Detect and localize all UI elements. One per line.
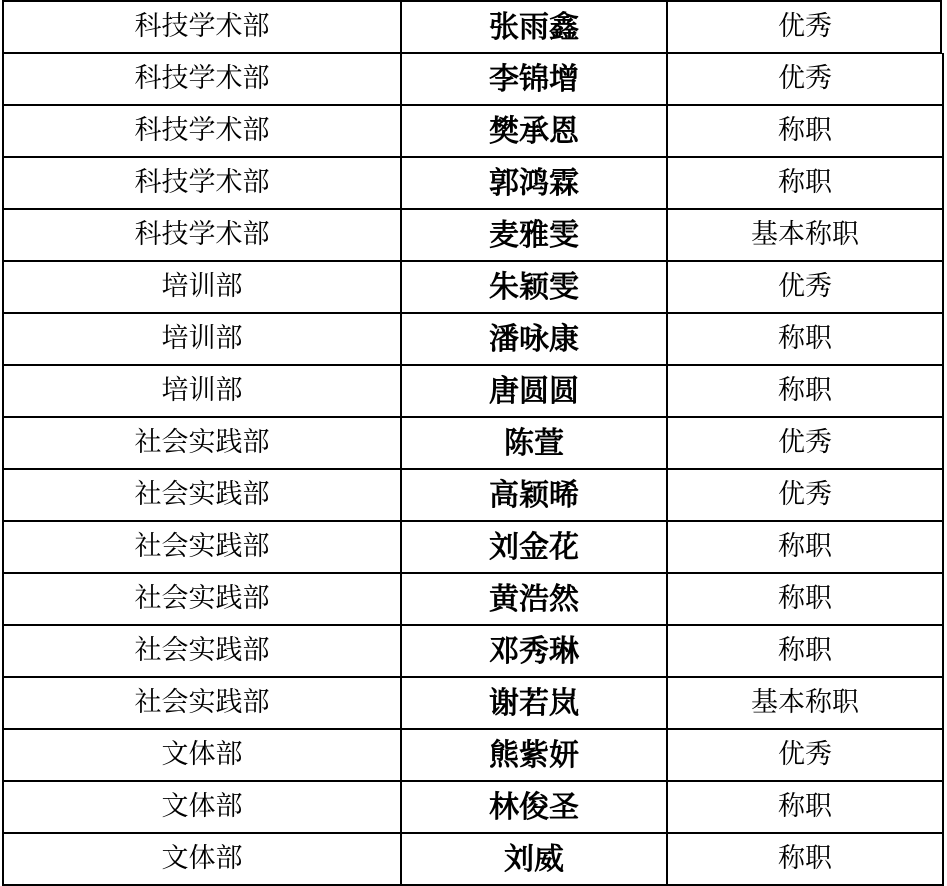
cell-name: 熊紫妍: [401, 729, 667, 781]
cell-name: 谢若岚: [401, 677, 667, 729]
cell-name: 邓秀琳: [401, 625, 667, 677]
table-row: [3, 1, 943, 53]
table-row: [3, 105, 943, 157]
cell-department: 培训部: [3, 365, 401, 417]
cell-result: 称职: [667, 573, 943, 625]
cell-result: 称职: [667, 521, 943, 573]
cell-name: 樊承恩: [401, 105, 667, 157]
cell-name: 朱颖雯: [401, 261, 667, 313]
cell-department: 社会实践部: [3, 573, 401, 625]
cell-name: 刘金花: [401, 521, 667, 573]
cell-result: 优秀: [667, 53, 943, 105]
cell-result: 称职: [667, 313, 943, 365]
cell-result: 基本称职: [667, 677, 943, 729]
cell-name: 郭鸿霖: [401, 157, 667, 209]
cell-department: 文体部: [3, 833, 401, 885]
table-edge-sliver: [940, 0, 947, 53]
table-row: [3, 833, 943, 885]
table-row: [3, 781, 943, 833]
cell-result: 称职: [667, 833, 943, 885]
cell-name: 刘威: [401, 833, 667, 885]
cell-department: 科技学术部: [3, 105, 401, 157]
cell-department: 文体部: [3, 781, 401, 833]
cell-department: 社会实践部: [3, 469, 401, 521]
cell-result: 称职: [667, 157, 943, 209]
cell-name: 张雨鑫: [401, 1, 667, 53]
table-row: [3, 313, 943, 365]
cell-result: 优秀: [667, 469, 943, 521]
cell-result: 称职: [667, 781, 943, 833]
table-row: [3, 573, 943, 625]
cell-result: 优秀: [667, 417, 943, 469]
cell-result: 优秀: [667, 729, 943, 781]
cell-name: 唐圆圆: [401, 365, 667, 417]
cell-name: 李锦增: [401, 53, 667, 105]
cell-department: 培训部: [3, 261, 401, 313]
cell-name: 麦雅雯: [401, 209, 667, 261]
table-row: [3, 677, 943, 729]
cell-department: 社会实践部: [3, 521, 401, 573]
table-row: [3, 729, 943, 781]
table-row: [3, 469, 943, 521]
cell-department: 科技学术部: [3, 53, 401, 105]
table-row: [3, 209, 943, 261]
cell-department: 科技学术部: [3, 157, 401, 209]
cell-result: 称职: [667, 105, 943, 157]
cell-result: 优秀: [667, 261, 943, 313]
cell-result: 优秀: [667, 1, 943, 53]
evaluation-table: [2, 0, 944, 886]
table-row: [3, 417, 943, 469]
cell-result: 称职: [667, 625, 943, 677]
cell-department: 培训部: [3, 313, 401, 365]
table-body: [3, 1, 943, 885]
table-row: [3, 625, 943, 677]
cell-result: 基本称职: [667, 209, 943, 261]
cell-department: 社会实践部: [3, 417, 401, 469]
cell-name: 陈萱: [401, 417, 667, 469]
cell-name: 林俊圣: [401, 781, 667, 833]
cell-department: 社会实践部: [3, 677, 401, 729]
table-row: [3, 521, 943, 573]
cell-department: 文体部: [3, 729, 401, 781]
cell-result: 称职: [667, 365, 943, 417]
cell-department: 科技学术部: [3, 1, 401, 53]
cell-name: 高颖晞: [401, 469, 667, 521]
cell-name: 潘咏康: [401, 313, 667, 365]
cell-department: 社会实践部: [3, 625, 401, 677]
cell-department: 科技学术部: [3, 209, 401, 261]
table-row: [3, 157, 943, 209]
cell-name: 黄浩然: [401, 573, 667, 625]
table-row: [3, 261, 943, 313]
table-row: [3, 53, 943, 105]
table-row: [3, 365, 943, 417]
